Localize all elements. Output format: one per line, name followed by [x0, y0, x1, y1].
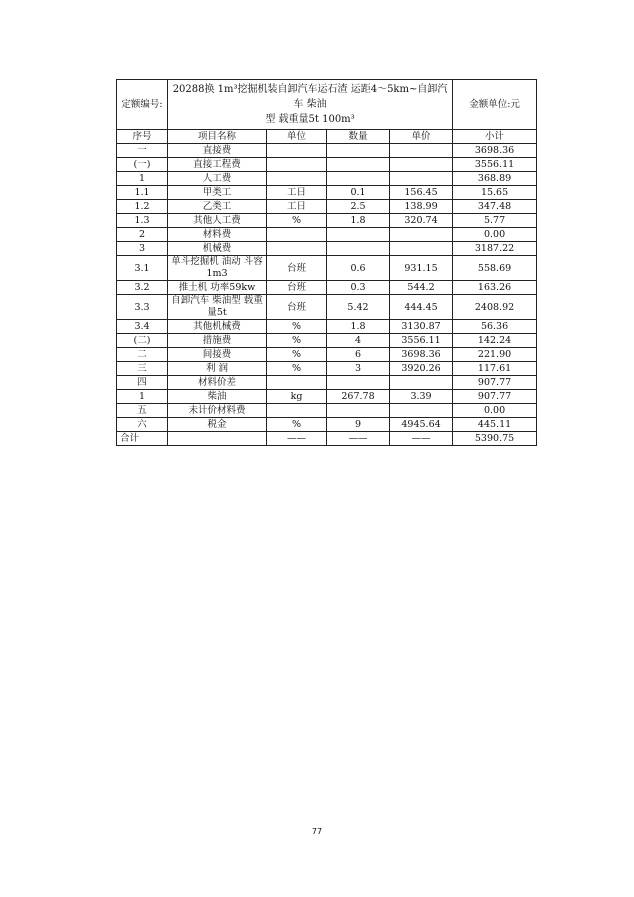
- row-unit: %: [267, 214, 327, 228]
- row-no: 六: [117, 418, 168, 432]
- row-name: 单斗挖掘机 油动 斗容 1m3: [168, 256, 267, 281]
- column-header-price: 单价: [390, 130, 453, 144]
- row-subtotal: 163.26: [453, 281, 537, 295]
- row-price: 3920.26: [390, 362, 453, 376]
- row-price: [390, 242, 453, 256]
- row-no: 四: [117, 376, 168, 390]
- row-qty: 0.3: [327, 281, 390, 295]
- amount-unit-label: 金额单位:元: [453, 80, 537, 130]
- row-unit: [267, 158, 327, 172]
- column-header-name: 项目名称: [168, 130, 267, 144]
- row-subtotal: 15.65: [453, 186, 537, 200]
- row-unit: kg: [267, 390, 327, 404]
- row-name: 材料价差: [168, 376, 267, 390]
- table-row: [117, 362, 537, 376]
- total-row: [117, 432, 537, 446]
- row-qty: 1.8: [327, 214, 390, 228]
- row-unit: 台班: [267, 295, 327, 320]
- row-subtotal: 3698.36: [453, 144, 537, 158]
- table-row: [117, 390, 537, 404]
- table-row: [117, 186, 537, 200]
- row-name: 间接费: [168, 348, 267, 362]
- table-row: [117, 214, 537, 228]
- row-subtotal: 347.48: [453, 200, 537, 214]
- row-qty: 0.6: [327, 256, 390, 281]
- row-name: 材料费: [168, 228, 267, 242]
- table-row: [117, 144, 537, 158]
- row-no: 二: [117, 348, 168, 362]
- row-qty: 0.1: [327, 186, 390, 200]
- row-subtotal: 5390.75: [453, 432, 537, 446]
- row-unit: [267, 228, 327, 242]
- row-price: 3130.87: [390, 320, 453, 334]
- table-row: [117, 256, 537, 281]
- row-name: [168, 432, 267, 446]
- row-unit: [267, 242, 327, 256]
- row-name: 税金: [168, 418, 267, 432]
- row-qty: 6: [327, 348, 390, 362]
- row-subtotal: 142.24: [453, 334, 537, 348]
- row-name: 直接费: [168, 144, 267, 158]
- table-row: [117, 200, 537, 214]
- row-name: 甲类工: [168, 186, 267, 200]
- row-no: 3: [117, 242, 168, 256]
- row-no: 1.2: [117, 200, 168, 214]
- row-name: 机械费: [168, 242, 267, 256]
- row-price: [390, 228, 453, 242]
- row-name: 未计价材料费: [168, 404, 267, 418]
- row-qty: 267.78: [327, 390, 390, 404]
- row-unit: 工日: [267, 186, 327, 200]
- row-no: 3.1: [117, 256, 168, 281]
- row-name: 利 润: [168, 362, 267, 376]
- quota-title-line1: 20288换 1m³挖掘机装自卸汽车运石渣 运距4～5km~自卸汽车 柴油: [172, 84, 448, 110]
- row-no: 1: [117, 172, 168, 186]
- row-qty: [327, 144, 390, 158]
- row-no: 1.3: [117, 214, 168, 228]
- row-qty: 5.42: [327, 295, 390, 320]
- row-subtotal: 368.89: [453, 172, 537, 186]
- row-price: 3.39: [390, 390, 453, 404]
- row-name: 乙类工: [168, 200, 267, 214]
- table-row: [117, 418, 537, 432]
- row-price: 138.99: [390, 200, 453, 214]
- table-row: [117, 158, 537, 172]
- table-header-row: [117, 80, 537, 130]
- row-name: 人工费: [168, 172, 267, 186]
- row-unit: [267, 404, 327, 418]
- row-no: 合计: [117, 432, 168, 446]
- row-unit: %: [267, 348, 327, 362]
- row-name: 推土机 功率59kw: [168, 281, 267, 295]
- row-name: 自卸汽车 柴油型 载重量5t: [168, 295, 267, 320]
- column-header-subtotal: 小计: [453, 130, 537, 144]
- row-qty: [327, 228, 390, 242]
- row-qty: 2.5: [327, 200, 390, 214]
- row-name: 直接工程费: [168, 158, 267, 172]
- row-no: 2: [117, 228, 168, 242]
- row-subtotal: 2408.92: [453, 295, 537, 320]
- row-no: 一: [117, 144, 168, 158]
- quota-number-label: 定额编号:: [117, 80, 168, 130]
- row-name: 措施费: [168, 334, 267, 348]
- row-qty: ——: [327, 432, 390, 446]
- row-unit: %: [267, 418, 327, 432]
- row-price: 156.45: [390, 186, 453, 200]
- row-unit: %: [267, 320, 327, 334]
- row-qty: 9: [327, 418, 390, 432]
- table-row: [117, 404, 537, 418]
- row-unit: %: [267, 334, 327, 348]
- row-subtotal: 0.00: [453, 404, 537, 418]
- row-subtotal: 445.11: [453, 418, 537, 432]
- row-price: 4945.64: [390, 418, 453, 432]
- page-number: 77: [311, 827, 323, 836]
- row-subtotal: 558.69: [453, 256, 537, 281]
- row-qty: [327, 404, 390, 418]
- table-row: [117, 242, 537, 256]
- row-subtotal: 907.77: [453, 390, 537, 404]
- row-subtotal: 117.61: [453, 362, 537, 376]
- row-no: 3.2: [117, 281, 168, 295]
- row-unit: [267, 376, 327, 390]
- table-row: [117, 172, 537, 186]
- row-subtotal: 0.00: [453, 228, 537, 242]
- row-no: 1: [117, 390, 168, 404]
- row-subtotal: 3187.22: [453, 242, 537, 256]
- row-price: [390, 144, 453, 158]
- row-qty: [327, 376, 390, 390]
- row-subtotal: 3556.11: [453, 158, 537, 172]
- row-price: ——: [390, 432, 453, 446]
- row-unit: 工日: [267, 200, 327, 214]
- row-name: 其他人工费: [168, 214, 267, 228]
- row-price: [390, 158, 453, 172]
- row-no: 3.4: [117, 320, 168, 334]
- row-no: 3.3: [117, 295, 168, 320]
- column-header-row: [117, 130, 537, 144]
- row-price: 3698.36: [390, 348, 453, 362]
- row-unit: 台班: [267, 256, 327, 281]
- row-subtotal: 56.36: [453, 320, 537, 334]
- row-subtotal: 5.77: [453, 214, 537, 228]
- row-unit: ——: [267, 432, 327, 446]
- row-name: 柴油: [168, 390, 267, 404]
- table-row: [117, 295, 537, 320]
- table-row: [117, 334, 537, 348]
- quota-title: [168, 80, 453, 130]
- quota-table: [116, 79, 537, 446]
- row-qty: 4: [327, 334, 390, 348]
- row-price: 544.2: [390, 281, 453, 295]
- row-unit: %: [267, 362, 327, 376]
- row-subtotal: 221.90: [453, 348, 537, 362]
- row-no: (二): [117, 334, 168, 348]
- row-qty: [327, 158, 390, 172]
- row-price: 931.15: [390, 256, 453, 281]
- table-row: [117, 281, 537, 295]
- row-price: 444.45: [390, 295, 453, 320]
- table-row: [117, 348, 537, 362]
- table-row: [117, 228, 537, 242]
- row-unit: [267, 172, 327, 186]
- row-unit: [267, 144, 327, 158]
- row-qty: [327, 172, 390, 186]
- row-qty: 3: [327, 362, 390, 376]
- row-no: 五: [117, 404, 168, 418]
- row-price: [390, 172, 453, 186]
- column-header-unit: 单位: [267, 130, 327, 144]
- row-price: [390, 376, 453, 390]
- row-unit: 台班: [267, 281, 327, 295]
- row-price: 3556.11: [390, 334, 453, 348]
- row-subtotal: 907.77: [453, 376, 537, 390]
- quota-title-line2: 型 载重量5t 100m³: [265, 114, 355, 125]
- column-header-qty: 数量: [327, 130, 390, 144]
- row-qty: 1.8: [327, 320, 390, 334]
- row-name: 其他机械费: [168, 320, 267, 334]
- row-price: 320.74: [390, 214, 453, 228]
- row-qty: [327, 242, 390, 256]
- column-header-no: 序号: [117, 130, 168, 144]
- row-no: 三: [117, 362, 168, 376]
- row-no: 1.1: [117, 186, 168, 200]
- row-no: (一): [117, 158, 168, 172]
- table-row: [117, 320, 537, 334]
- table-row: [117, 376, 537, 390]
- row-price: [390, 404, 453, 418]
